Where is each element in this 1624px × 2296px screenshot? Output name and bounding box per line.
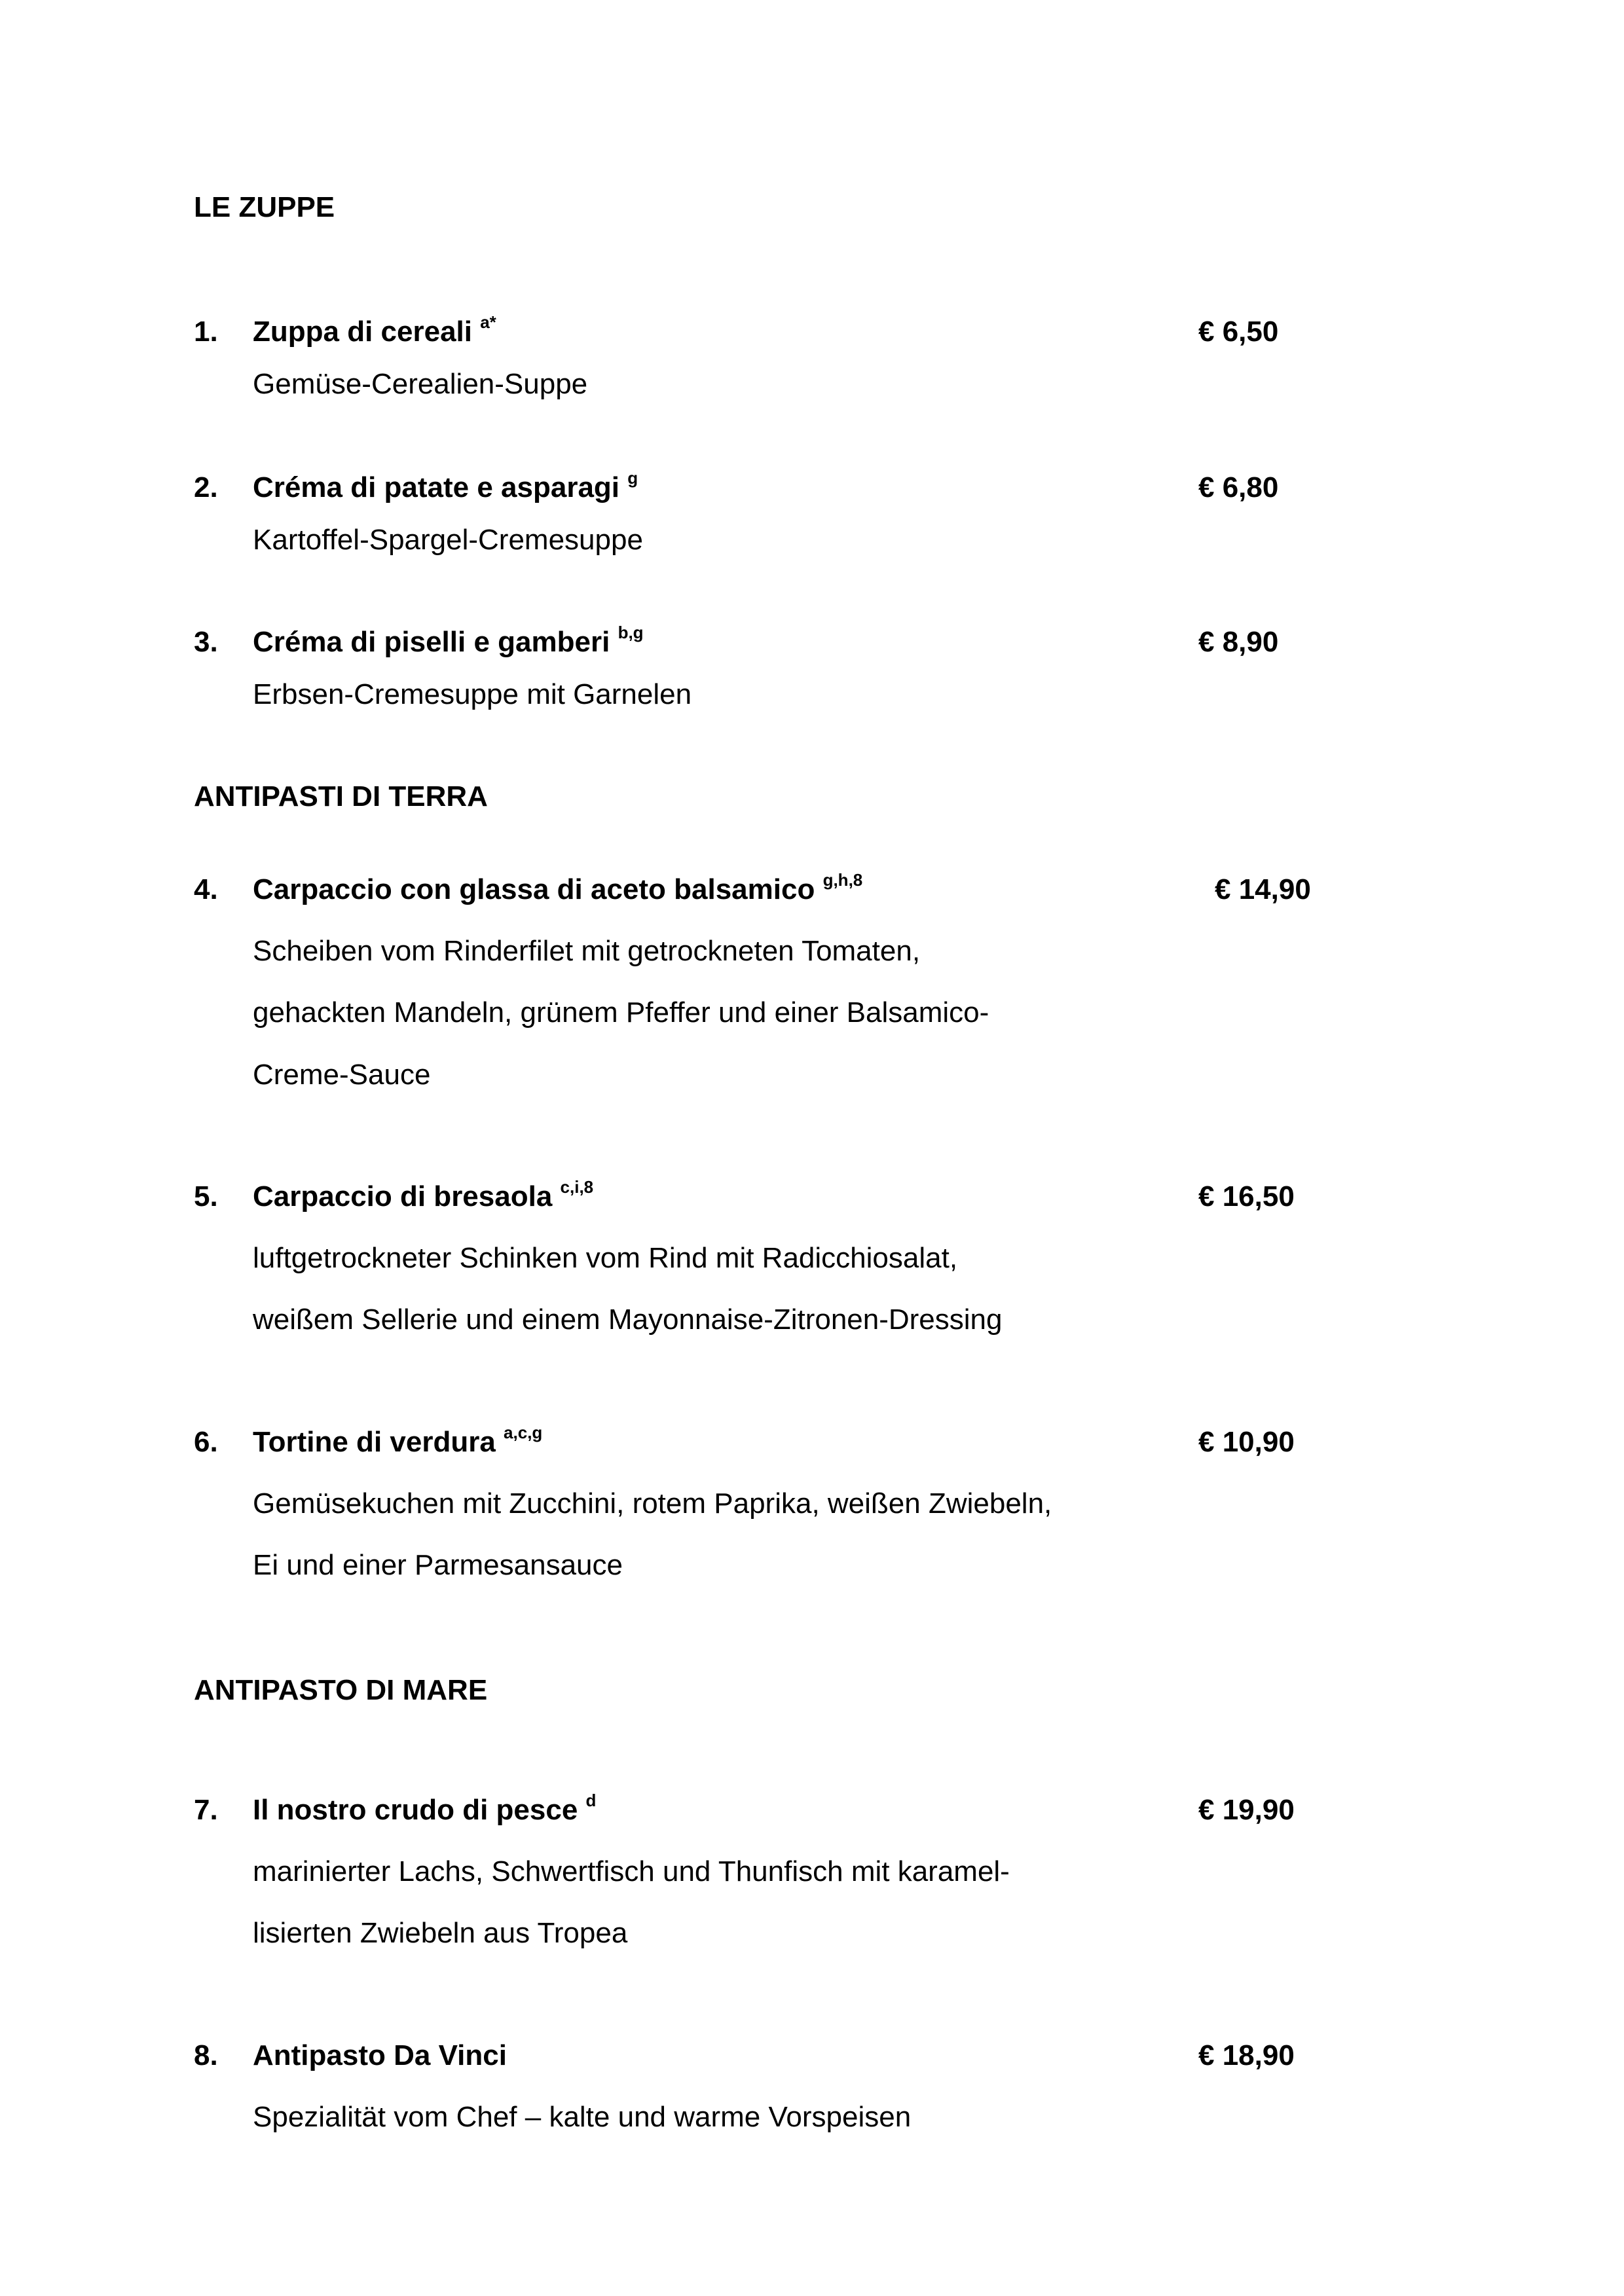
item-number: 3. (194, 626, 218, 658)
item-number: 6. (194, 1426, 218, 1458)
item-description: luftgetrockneter Schinken vom Rind mit Radicchiosalat, (253, 1242, 958, 1274)
item-name: Il nostro crudo di pesce $^d$ (253, 1791, 597, 1826)
item-number: 1. (194, 316, 218, 348)
item-name: Carpaccio con glassa di aceto balsamico $^{g,h,8}$ (253, 870, 863, 905)
allergen-codes: g,h,8 (822, 870, 863, 890)
item-name: Antipasto Da Vinci (253, 2039, 507, 2071)
item-price: € 14,90 (1215, 873, 1311, 905)
item-number: 5. (194, 1180, 218, 1212)
item-description: weißem Sellerie und einem Mayonnaise-Zitronen-Dressing (253, 1303, 1003, 1336)
allergen-codes: b,g (618, 623, 644, 643)
item-price: € 19,90 (1198, 1794, 1295, 1826)
item-price: € 6,80 (1198, 471, 1279, 503)
item-description: Erbsen-Cremesuppe mit Garnelen (253, 678, 692, 710)
item-name: Zuppa di cereali $^{a*}$ (253, 312, 496, 348)
item-description: Ei und einer Parmesansauce (253, 1549, 623, 1581)
item-name: Créma di patate e asparagi $^g$ (253, 468, 638, 503)
section-heading-zuppe: LE ZUPPE (194, 191, 335, 223)
item-name: Créma di piselli e gamberi $^{b,g}$ (253, 623, 644, 658)
item-description: Kartoffel-Spargel-Cremesuppe (253, 524, 643, 556)
item-description: gehackten Mandeln, grünem Pfeffer und einer Balsamico- (253, 996, 989, 1029)
item-name: Carpaccio di bresaola $^{c,i,8}$ (253, 1177, 594, 1212)
item-description: Creme-Sauce (253, 1059, 431, 1091)
item-number: 7. (194, 1794, 218, 1826)
allergen-codes: a,c,g (504, 1423, 543, 1443)
section-heading-antipasto-mare: ANTIPASTO DI MARE (194, 1674, 488, 1706)
item-name: Tortine di verdura $^{a,c,g}$ (253, 1423, 543, 1458)
allergen-codes: g (627, 468, 638, 488)
allergen-codes: c,i,8 (560, 1177, 594, 1197)
item-description: Gemüsekuchen mit Zucchini, rotem Paprika, weißen Zwiebeln, (253, 1487, 1052, 1520)
item-number: 2. (194, 471, 218, 503)
item-number: 8. (194, 2039, 218, 2071)
item-price: € 6,50 (1198, 316, 1279, 348)
item-description: Scheiben vom Rinderfilet mit getrockneten Tomaten, (253, 935, 921, 967)
item-price: € 18,90 (1198, 2039, 1295, 2071)
item-description: marinierter Lachs, Schwertfisch und Thunfisch mit karamel- (253, 1855, 1010, 1887)
item-description: lisierten Zwiebeln aus Tropea (253, 1917, 628, 1949)
allergen-codes: d (585, 1791, 597, 1811)
item-description: Gemüse-Cerealien-Suppe (253, 368, 588, 400)
allergen-codes: a* (480, 312, 496, 333)
item-price: € 10,90 (1198, 1426, 1295, 1458)
item-price: € 16,50 (1198, 1180, 1295, 1212)
item-price: € 8,90 (1198, 626, 1279, 658)
item-description: Spezialität vom Chef – kalte und warme Vorspeisen (253, 2101, 912, 2133)
section-heading-antipasti-terra: ANTIPASTI DI TERRA (194, 780, 488, 812)
item-number: 4. (194, 873, 218, 905)
